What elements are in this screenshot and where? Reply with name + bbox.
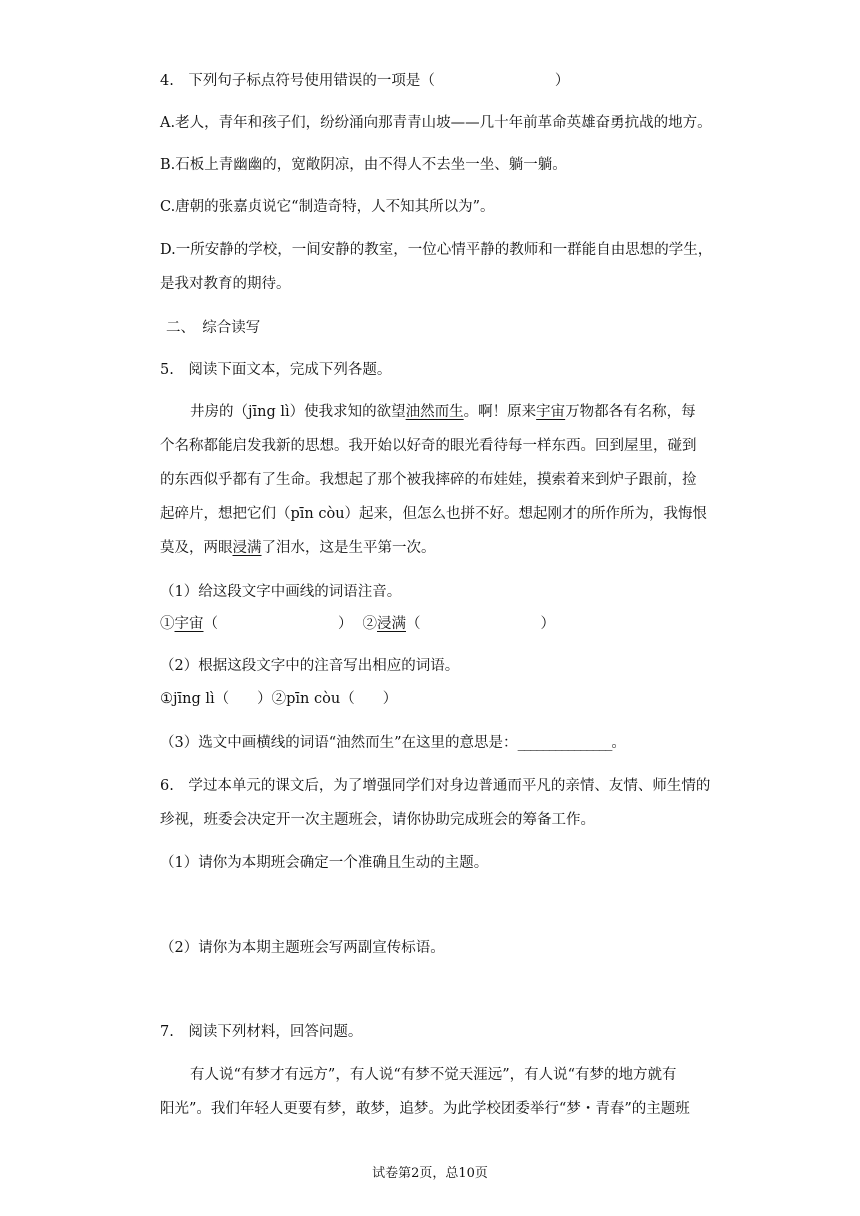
- passage-line-1: 井房的（jīng lì）使我求知的欲望油然而生。啊！原来宇宙万物都各有名称，每: [190, 404, 696, 420]
- passage-line-4: 起碎片，想把它们（pīn còu）起来，但怎么也拼不好。想起刚才的所作所为，我悔恨: [160, 506, 708, 522]
- passage-line-5: 莫及，两眼浸满了泪水，这是生平第一次。: [160, 540, 436, 556]
- section-title: 二、 综合读写: [166, 320, 261, 336]
- q7-line1: 有人说“有梦才有远方”，有人说“有梦不觉天涯远”，有人说“有梦的地方就有: [190, 1067, 677, 1083]
- q4-option-d-line2: 是我对教育的期待。: [160, 276, 291, 292]
- q4-option-d-line1: D.一所安静的学校，一间安静的教室，一位心情平静的教师和一群能自由思想的学生，: [160, 242, 713, 258]
- q6-stem-line2: 珍视，班委会决定开一次主题班会，请你协助完成班会的筹备工作。: [160, 812, 595, 828]
- underlined-word: 浸满: [232, 540, 262, 556]
- q4-stem: 4. 下列句子标点符号使用错误的一项是（ ）: [160, 73, 570, 89]
- q6-sub1: （1）请你为本期班会确定一个准确且生动的主题。: [160, 855, 489, 871]
- underlined-word: 油然而生: [405, 404, 464, 420]
- q5-sub1-items: ①宇宙（ ） ②浸满（ ）: [160, 616, 555, 632]
- passage-line-2: 个名称都能启发我新的思想。我开始以好奇的眼光看待每一样东西。回到屋里，碰到: [160, 438, 697, 454]
- q4-option-b: B.石板上青幽幽的，宽敞阴凉，由不得人不去坐一坐、躺一躺。: [160, 157, 567, 173]
- q7-line2: 阳光”。我们年轻人更要有梦，敢梦，追梦。为此学校团委举行“梦・青春”的主题班: [160, 1101, 690, 1117]
- q5-sub2-items: ①jīng lì（ ）②pīn còu（ ）: [160, 691, 398, 707]
- answer-blank[interactable]: _______________: [517, 735, 612, 751]
- q5-sub2-prompt: （2）根据这段文字中的注音写出相应的词语。: [160, 658, 460, 674]
- q4-option-c: C.唐朝的张嘉贞说它“制造奇特，人不知其所以为”。: [160, 199, 495, 215]
- passage-line-3: 的东西似乎都有了生命。我想起了那个被我摔碎的布娃娃，摸索着来到炉子跟前，捡: [160, 472, 697, 488]
- underlined-word: 宇宙: [536, 404, 566, 420]
- q7-stem: 7. 阅读下列材料，回答问题。: [160, 1024, 363, 1040]
- q5-sub1-prompt: （1）给这段文字中画线的词语注音。: [160, 584, 402, 600]
- q5-sub3: （3）选文中画横线的词语“油然而生”在这里的意思是：_______________。: [160, 735, 626, 751]
- q4-option-a: A.老人，青年和孩子们，纷纷涌向那青青山坡——几十年前革命英雄奋勇抗战的地方。: [160, 115, 712, 131]
- page-footer: 试卷第2页，总10页: [372, 1166, 488, 1181]
- q6-sub2: （2）请你为本期主题班会写两副宣传标语。: [160, 940, 445, 956]
- q5-stem: 5. 阅读下面文本，完成下列各题。: [160, 362, 392, 378]
- q6-stem-line1: 6. 学过本单元的课文后，为了增强同学们对身边普通而平凡的亲情、友情、师生情的: [160, 778, 711, 794]
